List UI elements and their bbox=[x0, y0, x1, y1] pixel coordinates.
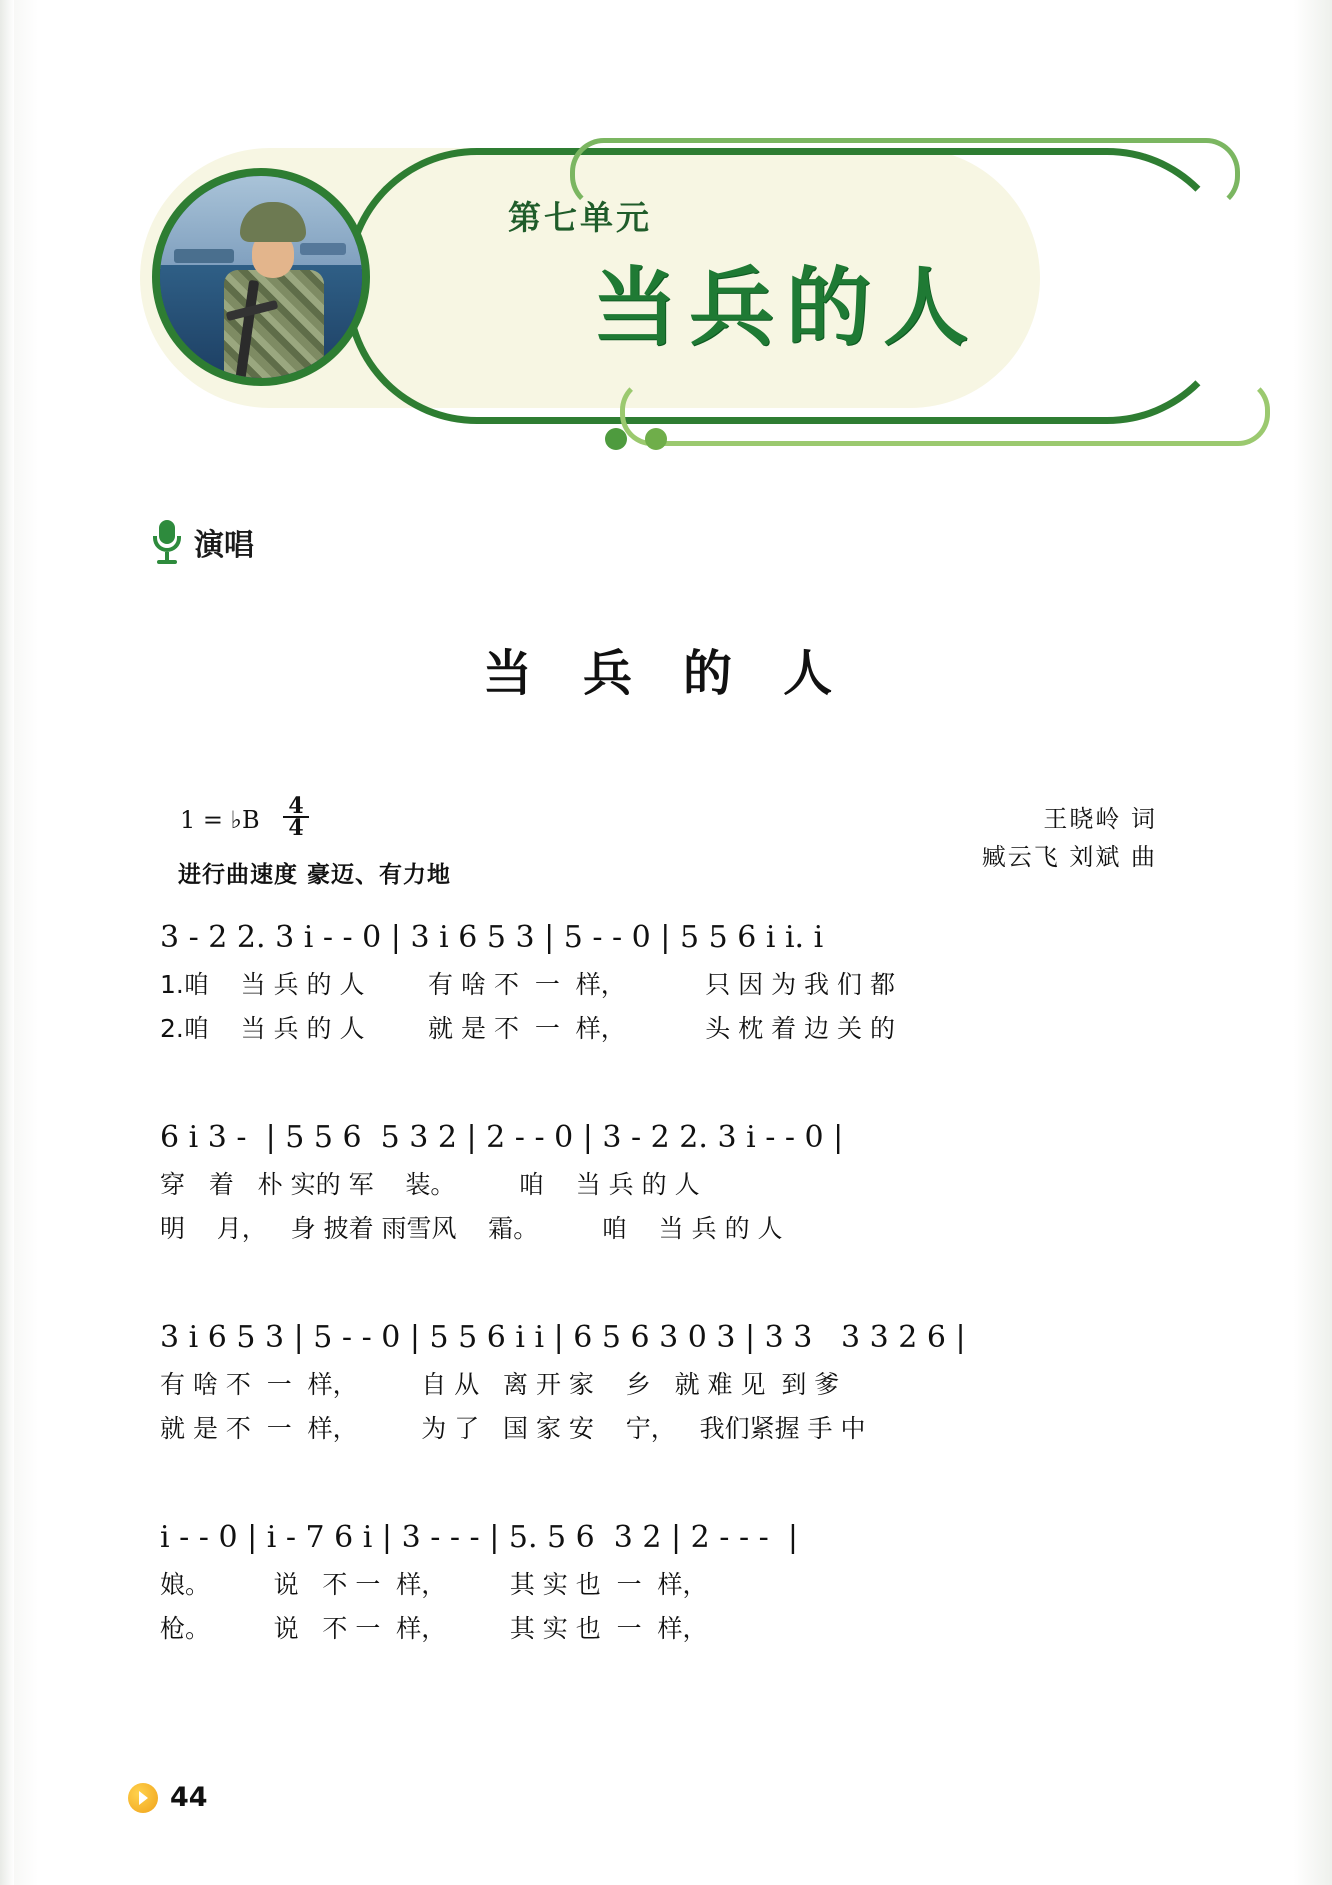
page-title: 当 兵 的 人 bbox=[482, 645, 850, 702]
score-system-4 bbox=[160, 1520, 1180, 1645]
score-system-3 bbox=[160, 1320, 1180, 1445]
soldier-photo bbox=[152, 168, 370, 386]
page-number: 44 bbox=[170, 1782, 208, 1813]
meter-numerator: 4 bbox=[288, 793, 304, 819]
lyric-verse-2: 明 月， 身 披着 雨雪风 霜。 咱 当 兵 的 人 bbox=[160, 1214, 783, 1243]
time-signature bbox=[283, 793, 309, 841]
unit-label: 第七单元 bbox=[508, 198, 652, 237]
meter-denominator: 4 bbox=[283, 816, 309, 838]
lyricist-credit: 王晓岭 词 bbox=[1043, 805, 1157, 833]
helmet-icon bbox=[240, 202, 306, 242]
photo-soldier-figure bbox=[218, 202, 328, 386]
lyric-verse-1: 有 啥 不 一 样， 自 从 离 开 家 乡 就 难 见 到 爹 bbox=[160, 1370, 840, 1399]
banner-frame-bottom bbox=[620, 378, 1270, 446]
key-signature: 1 = ♭B bbox=[180, 806, 260, 834]
section-heading bbox=[150, 520, 254, 564]
banner-frame-top bbox=[570, 138, 1240, 210]
lyric-verse-1: 穿 着 朴 实的 军 装。 咱 当 兵 的 人 bbox=[160, 1170, 700, 1199]
lyric-verse-2: 就 是 不 一 样， 为 了 国 家 安 宁， 我们紧握 手 中 bbox=[160, 1414, 866, 1443]
notation-line: 6 i 3 - | 5 5 6 5 3 2 | 2 - - 0 | 3 - 2 2. 3 i - - 0 | bbox=[160, 1120, 844, 1155]
notation-line: 3 - 2 2. 3 i - - 0 | 3 i 6 5 3 | 5 - - 0 | 5 5 6 i i. i bbox=[160, 920, 824, 955]
lyric-verse-2: 枪。 说 不 一 样， 其 实 也 一 样， bbox=[160, 1614, 708, 1643]
page-footer bbox=[128, 1782, 208, 1813]
banner-dot-2 bbox=[645, 428, 667, 450]
score-system-1 bbox=[160, 920, 1180, 1045]
notation-line: i - - 0 | i - 7 6 i | 3 - - - | 5. 5 6 3 2 | 2 - - - | bbox=[160, 1520, 798, 1555]
lyric-verse-2: 2.咱 当 兵 的 人 就 是 不 一 样， 头 枕 着 边 关 的 bbox=[160, 1014, 895, 1043]
unit-title: 当兵的人 bbox=[592, 259, 981, 358]
score-system-2 bbox=[160, 1120, 1180, 1245]
unit-banner bbox=[140, 130, 1200, 450]
banner-dot-1 bbox=[605, 428, 627, 450]
microphone-icon bbox=[150, 520, 184, 564]
notation-line: 3 i 6 5 3 | 5 - - 0 | 5 5 6 i i | 6 5 6 3 0 3 | 3 3 3 3 2 6 | bbox=[160, 1320, 966, 1355]
lyric-verse-1: 1.咱 当 兵 的 人 有 啥 不 一 样， 只 因 为 我 们 都 bbox=[160, 970, 895, 999]
section-label: 演唱 bbox=[194, 528, 254, 563]
play-badge-icon bbox=[128, 1783, 158, 1813]
composer-credit: 臧云飞 刘斌 曲 bbox=[981, 843, 1157, 871]
tempo-marking: 进行曲速度 豪迈、有力地 bbox=[178, 862, 452, 888]
lyric-verse-1: 娘。 说 不 一 样， 其 实 也 一 样， bbox=[160, 1570, 708, 1599]
credits bbox=[982, 800, 1157, 876]
